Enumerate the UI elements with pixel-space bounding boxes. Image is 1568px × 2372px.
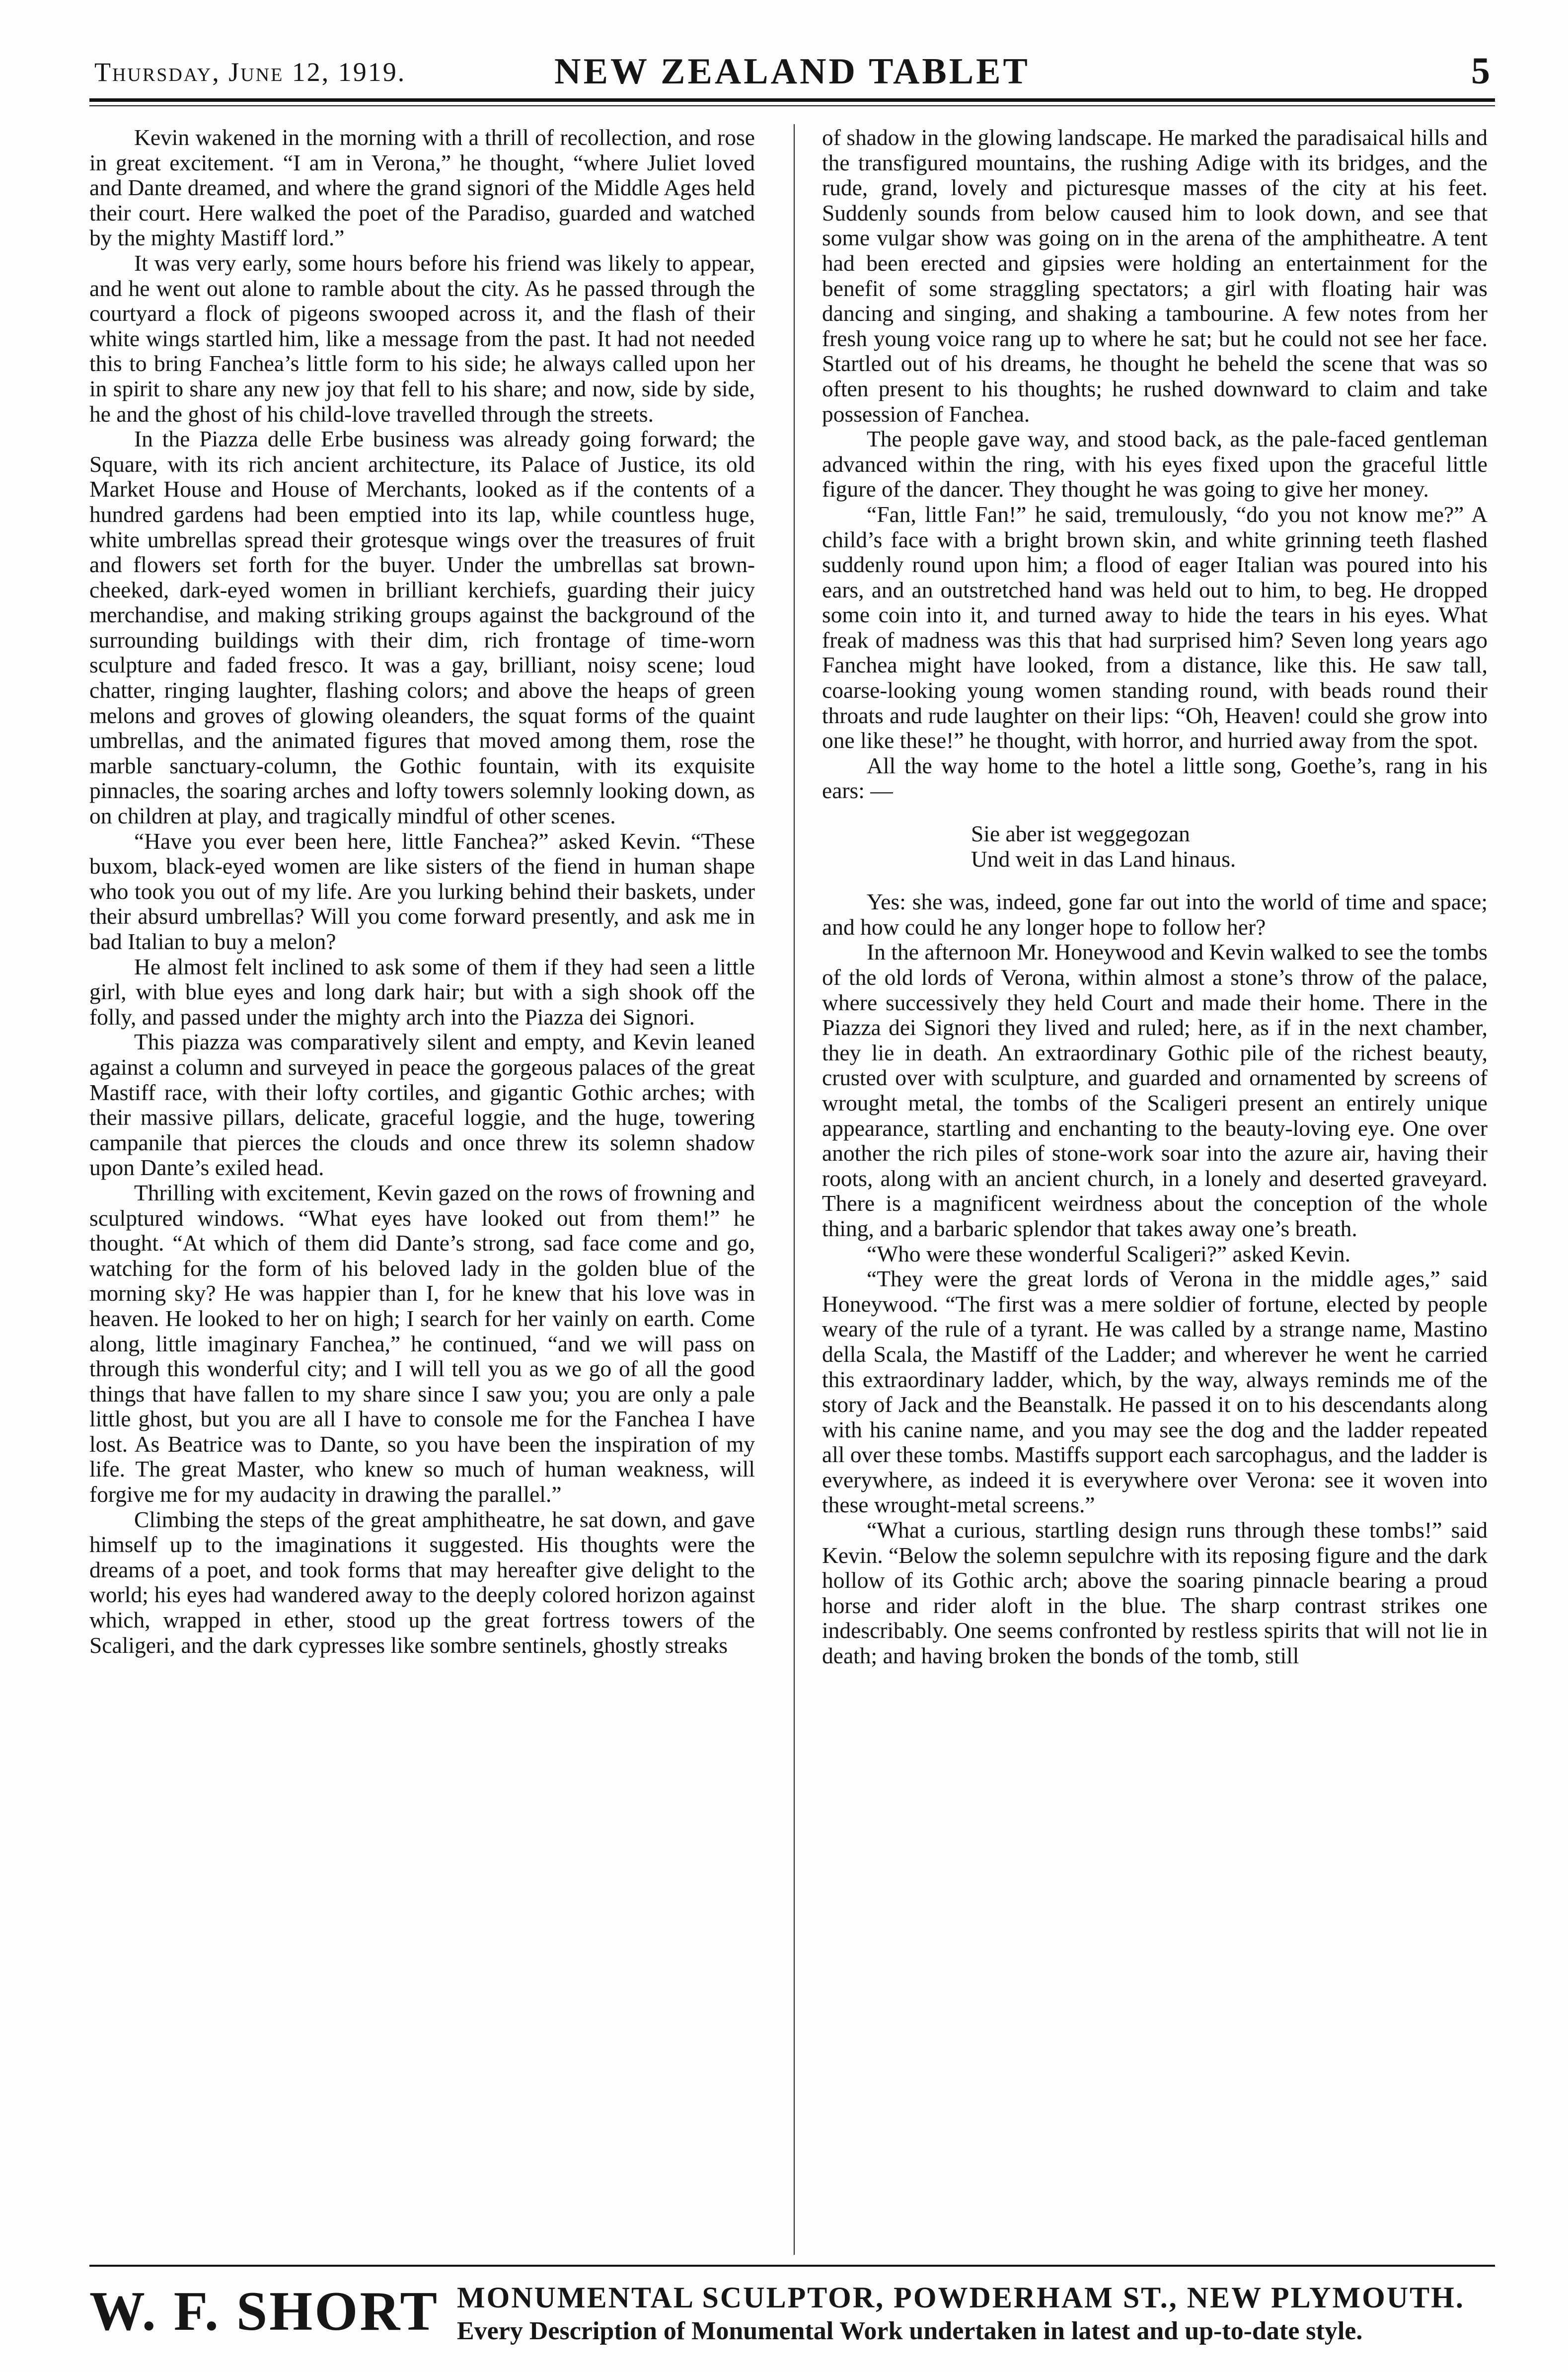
verse-quote	[971, 821, 1488, 872]
paragraph: It was very early, some hours before his friend was likely to appear, and he went out alone to ramble about the city. As he passed through the courtyard a flock of pigeons swooped across it, and the flash of their white wings startled him, like a message from the past. It had not needed this to bring Fanchea’s little form to his side; he always called upon her in spirit to share any new joy that fell to his share; and now, side by side, he and the ghost of his child-love travelled through the streets.	[89, 250, 755, 427]
paragraph: Thrilling with excitement, Kevin gazed on the rows of frowning and sculptured windows. “What eyes have looked out from them!” he thought. “At which of them did Dante’s strong, sad face come and go, watching for the form of his beloved lady in the golden blue of the morning sky? He was happier than I, for he knew that his love was in heaven. He looked to her on high; I search for her vainly on earth. Come along, little imaginary Fanchea,” he continued, “and we will pass on through this wonderful city; and I will tell you as we go of all the good things that have fallen to my share since I saw you; you are only a pale little ghost, but you are all I have to console me for the Fanchea I have lost. As Beatrice was to Dante, so you have been the inspiration of my life. The great Master, who knew so much of human weakness, will forgive me for my audacity in drawing the parallel.”	[89, 1180, 755, 1507]
paragraph: “Who were these wonderful Scaligeri?” asked Kevin.	[867, 1241, 1351, 1266]
left-column	[89, 125, 755, 2251]
paragraph: In the Piazza delle Erbe business was already going forward; the Square, with its rich ancient architecture, its Palace of Justice, its old Market House and House of Merchants, looked as if the contents of a hundred gardens had been emptied into its lap, while countless huge, white umbrellas spread their grotesque wings over the treasures of fruit and flowers set forth for the buyer. Under the umbrellas sat brown-cheeked, dark-eyed women in brilliant kerchiefs, guarding their juicy merchandise, and making striking groups against the background of the surrounding buildings with their dim, rich frontage of time-worn sculpture and faded fresco. It was a gay, brilliant, noisy scene; loud chatter, ringing laughter, flashing colors; and above the heaps of green melons and groves of glowing oleanders, the squat forms of the quaint umbrellas, and the animated figures that moved among them, rose the marble sanctuary-column, the Gothic fountain, with its exquisite pinnacles, the soaring arches and lofty towers solemnly looking down, as on children at play, and tragically mindful of other scenes.	[89, 426, 755, 829]
paragraph: Kevin wakened in the morning with a thrill of recollection, and rose in great excitement. “I am in Verona,” he thought, “where Juliet loved and Dante dreamed, and where the grand signori of the Middle Ages held their court. Here walked the poet of the Paradiso, guarded and watched by the mighty Mastiff lord.”	[89, 125, 755, 251]
page-number: 5	[1471, 50, 1490, 92]
paragraph: He almost felt inclined to ask some of them if they had seen a little girl, with blue eyes and long dark hair; but with a sigh shook off the folly, and passed under the mighty arch into the Piazza dei Signori.	[89, 954, 755, 1030]
verse-line: Und weit in das Land hinaus.	[971, 846, 1236, 872]
paragraph: The people gave way, and stood back, as the pale-faced gentleman advanced within the ring, with his eyes fixed upon the graceful little figure of the dancer. They thought he was going to give her money.	[822, 426, 1488, 502]
advertisement-headline: MONUMENTAL SCULPTOR, POWDERHAM ST., NEW PLYMOUTH.	[457, 2281, 1465, 2314]
advertisement-rule	[89, 2265, 1495, 2267]
header-rule-thick	[89, 98, 1495, 102]
advertisement-tagline: Every Description of Monumental Work undertaken in latest and up-to-date style.	[457, 2317, 1363, 2345]
paragraph: In the afternoon Mr. Honeywood and Kevin walked to see the tombs of the old lords of Verona, within almost a stone’s throw of the palace, where successively they held Court and made their home. There in the Piazza dei Signori they lived and ruled; here, as if in the next chamber, they lie in death. An extraordinary Gothic pile of the richest beauty, crusted over with sculpture, and guarded and ornamented by screens of wrought metal, the tombs of the Scaligeri present an entirely unique appearance, startling and enchanting to the beauty-loving eye. One over another the rich piles of stone-work soar into the azure air, having their roots, along with an ancient church, in a lonely and deserted graveyard. There is a magnificent weirdness about the conception of the whole thing, and a barbaric splendor that takes away one’s breath.	[822, 939, 1488, 1241]
paragraph: “Have you ever been here, little Fanchea?” asked Kevin. “These buxom, black-eyed women are like sisters of the fiend in human shape who took you out of my life. Are you lurking behind their baskets, under their absurd umbrellas? Will you come forward presently, and ask me in bad Italian to buy a melon?	[89, 828, 755, 954]
paragraph: “They were the great lords of Verona in the middle ages,” said Honeywood. “The first was a mere soldier of fortune, elected by people weary of the rule of a tyrant. He was called by a strange name, Mastino della Scala, the Mastiff of the Ladder; and wherever he went he carried this extraordinary ladder, which, by the way, always reminds me of the story of Jack and the Beanstalk. He passed it on to his descendants along with his canine name, and you may see the dog and the ladder repeated all over these tombs. Mastiffs support each sarcophagus, and the ladder is everywhere, as indeed it is everywhere over Verona: see it woven into these wrought-metal screens.”	[822, 1266, 1488, 1518]
issue-date: Thursday, June 12, 1919.	[94, 57, 406, 87]
masthead	[94, 50, 1490, 99]
paragraph: Yes: she was, indeed, gone far out into the world of time and space; and how could he any longer hope to follow her?	[822, 889, 1488, 940]
header-rule-thin	[89, 105, 1495, 106]
right-column	[822, 125, 1488, 2251]
paragraph: “What a curious, startling design runs through these tombs!” said Kevin. “Below the solemn sepulchre with its reposing figure and the dark hollow of its Gothic arch; above the soaring pinnacle bearing a proud horse and rider aloft in the blue. The sharp contrast strikes one indescribably. One seems confronted by restless spirits that will not lie in death; and having broken the bonds of the tomb, still	[822, 1517, 1488, 1669]
advertiser-name: W. F. SHORT	[89, 2281, 440, 2342]
paragraph: This piazza was comparatively silent and empty, and Kevin leaned against a column and surveyed in peace the gorgeous palaces of the great Mastiff race, with their lofty cortiles, and gigantic Gothic arches; with their massive pillars, delicate, graceful loggie, and the huge, towering campanile that pierces the clouds and once threw its solemn shadow upon Dante’s exiled head.	[89, 1029, 755, 1181]
publication-title: NEW ZEALAND TABLET	[554, 51, 1030, 92]
paragraph-continued: of shadow in the glowing landscape. He marked the paradisaical hills and the transfigured mountains, the rushing Adige with its bridges, and the rude, grand, lovely and picturesque masses of the city at his feet. Suddenly sounds from below caused him to look down, and see that some vulgar show was going on in the arena of the amphitheatre. A tent had been erected and gipsies were holding an entertainment for the benefit of some straggling spectators; a girl with floating hair was dancing and singing, and shaking a tambourine. A few notes from her fresh young voice rang up to where he sat; but he could not see her face. Startled out of his dreams, he thought he beheld the scene that was so often present to his thoughts; he rushed downward to claim and take possession of Fanchea.	[822, 125, 1488, 427]
paragraph: All the way home to the hotel a little song, Goethe’s, rang in his ears: —	[822, 752, 1488, 804]
verse-line: Sie aber ist weggegozan	[971, 821, 1190, 847]
paragraph: “Fan, little Fan!” he said, tremulously, “do you not know me?” A child’s face with a bright brown skin, and white grinning teeth flashed suddenly round upon him; a flood of eager Italian was poured into his ears, and an outstretched hand was held out to him, to beg. He dropped some coin into it, and turned away to hide the tears in his eyes. What freak of madness was this that had surprised him? Seven long years ago Fanchea might have looked, from a distance, like this. He saw tall, coarse-looking young women standing round, with beads round their throats and rude laughter on their lips: “Oh, Heaven! could she grow into one like these!” he thought, with horror, and hurried away from the spot.	[822, 501, 1488, 753]
column-divider	[794, 124, 795, 2255]
paragraph: Climbing the steps of the great amphitheatre, he sat down, and gave himself up to the imaginations it suggested. His thoughts were the dreams of a poet, and took forms that may hereafter give delight to the world; his eyes had wandered away to the deeply colored horizon against which, wrapped in ether, stood up the great fortress towers of the Scaligeri, and the dark cypresses like sombre sentinels, ghostly streaks	[89, 1506, 755, 1658]
advertisement	[89, 2280, 1495, 2354]
